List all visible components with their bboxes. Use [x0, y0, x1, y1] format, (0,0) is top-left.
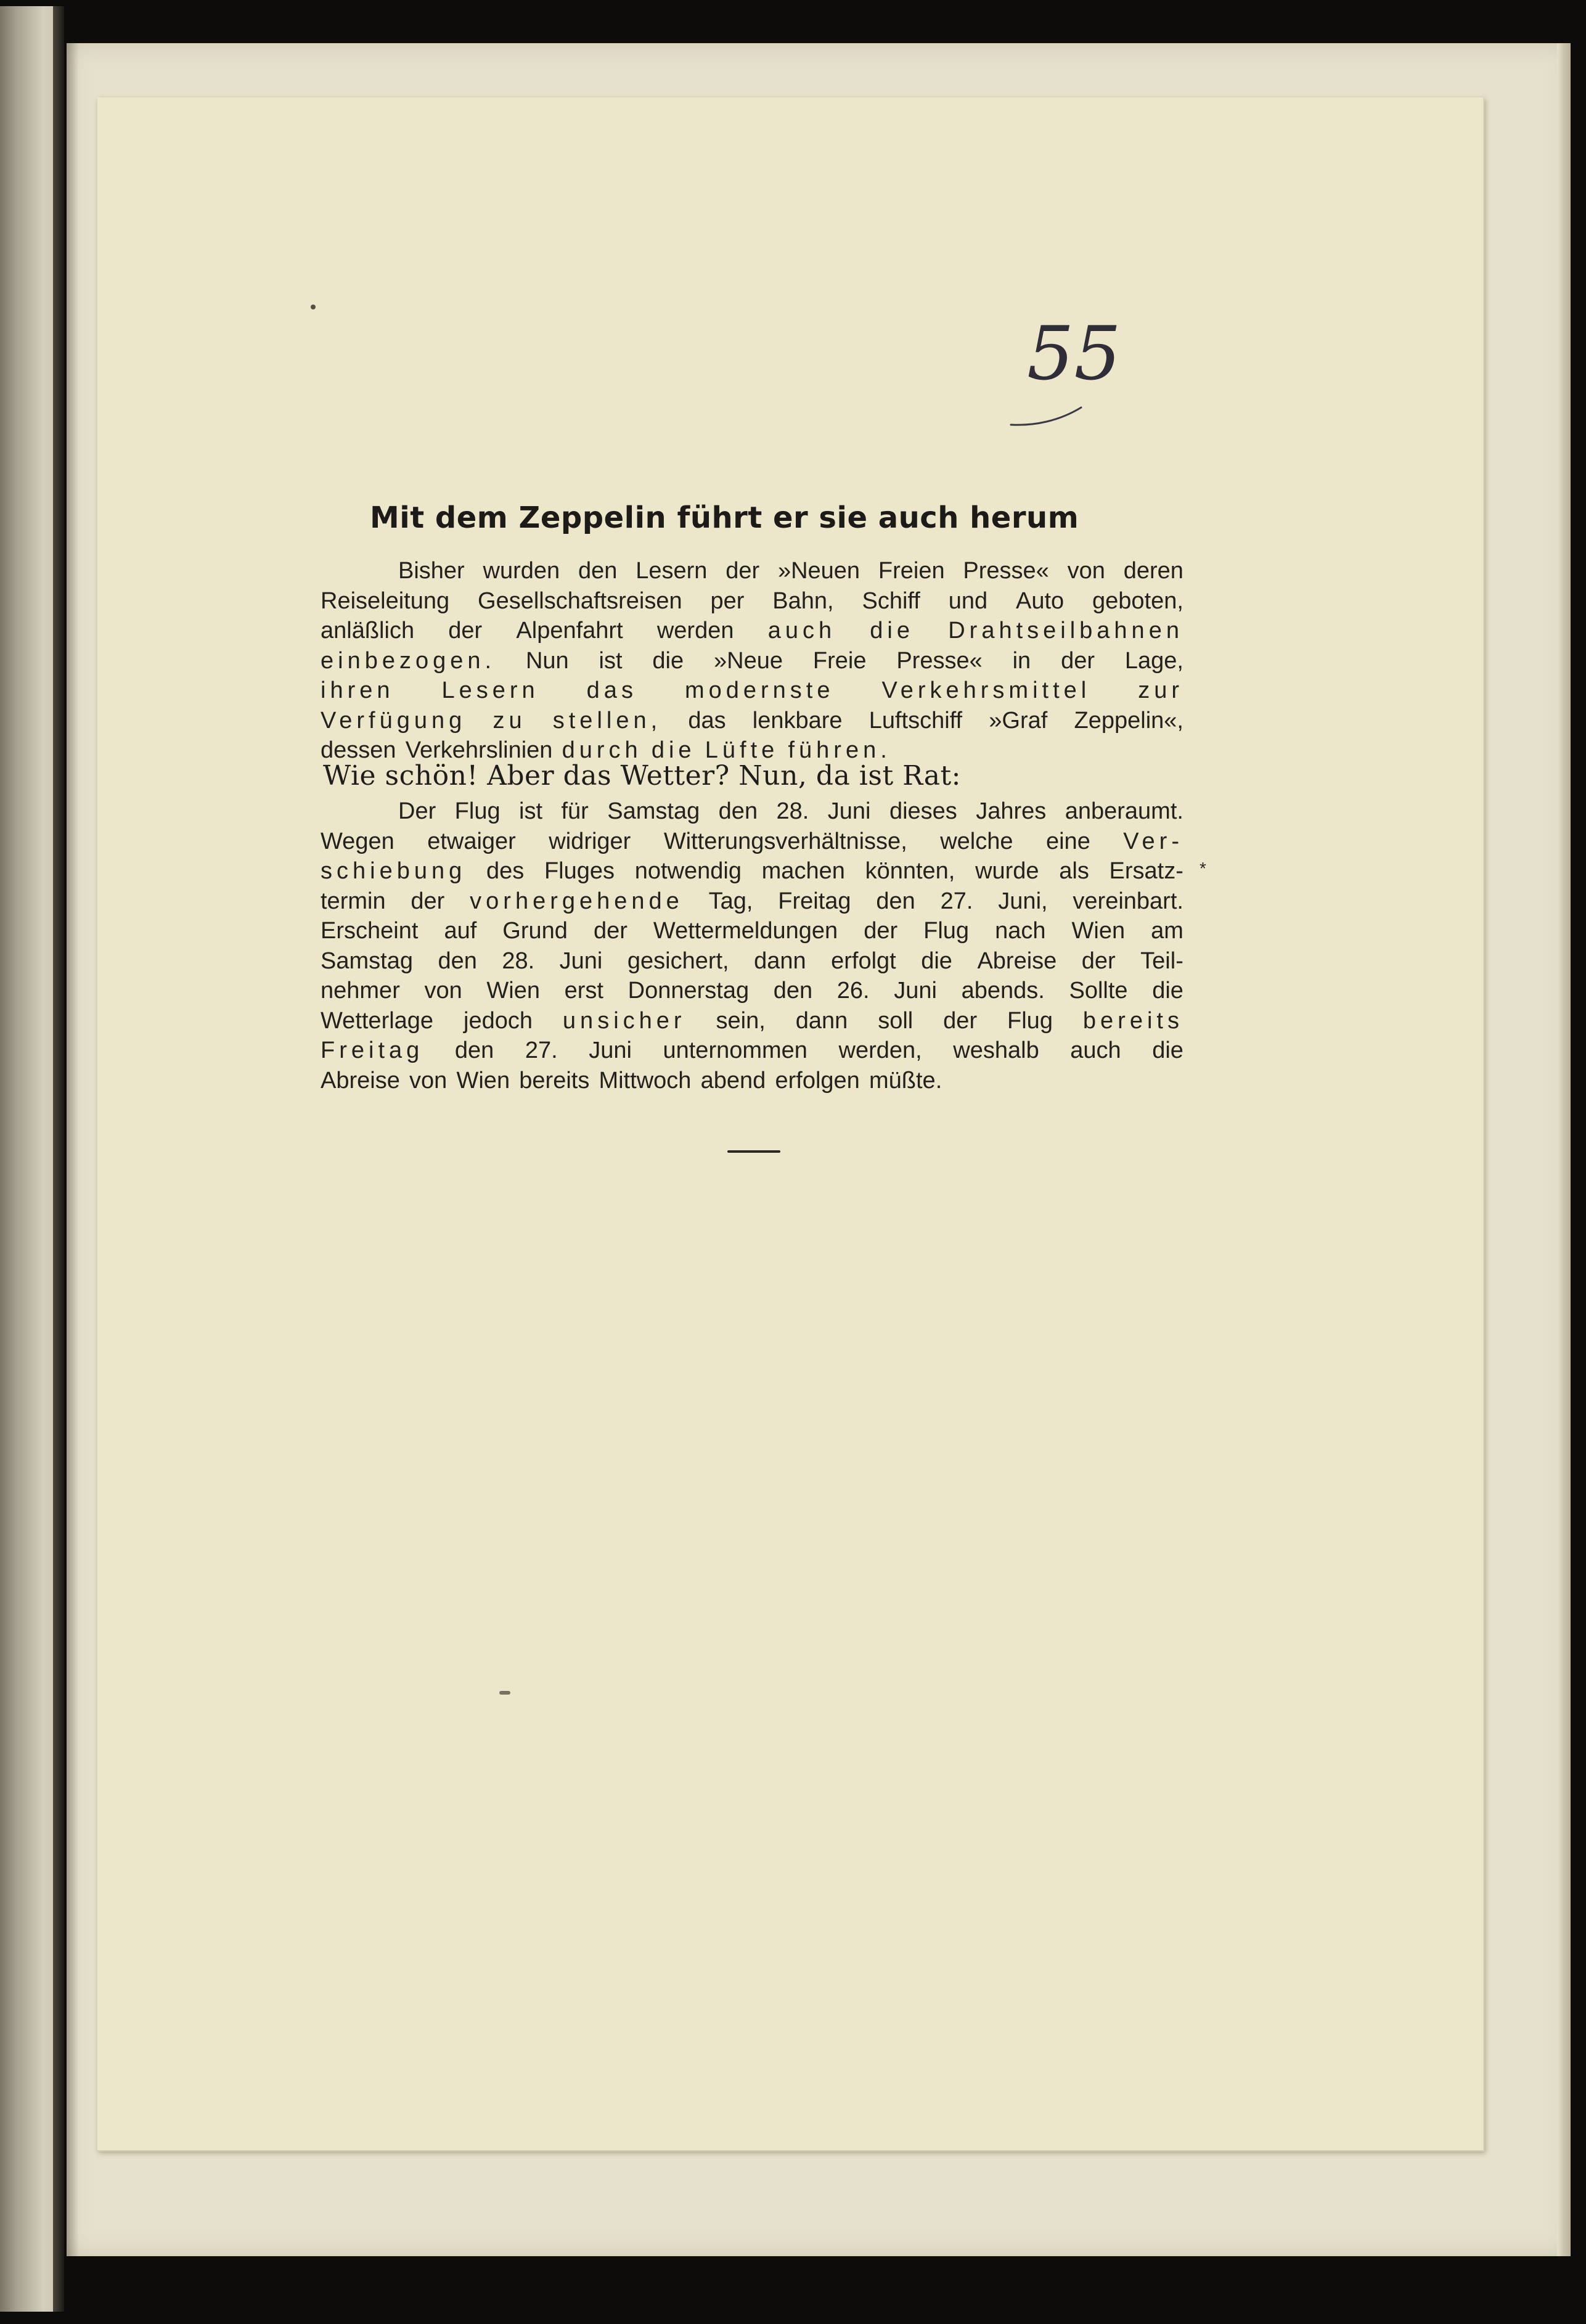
word: Sollte [1069, 978, 1128, 1004]
word: der [411, 888, 445, 914]
text-line [321, 586, 1183, 616]
word: »Neue [714, 647, 783, 674]
word: Abreise [321, 1067, 400, 1094]
word: Schiff [862, 587, 920, 614]
word: zur [1138, 677, 1183, 703]
word: von [1067, 558, 1105, 584]
word: sein, [716, 1007, 766, 1034]
handwritten-underline [1010, 404, 1082, 428]
text-line [321, 676, 1183, 706]
word: die [1152, 1037, 1183, 1063]
word: Wien [1071, 918, 1126, 944]
text-line [321, 796, 1183, 827]
word: der [593, 918, 627, 944]
margin-mark: * [1200, 859, 1206, 878]
word: 28. [502, 947, 535, 974]
word: Freien [878, 558, 945, 584]
word: Witterungsverhältnisse, [663, 828, 907, 854]
word: Auto [1015, 587, 1065, 614]
text-line [321, 646, 1183, 676]
word: anberaumt. [1065, 798, 1183, 824]
word: den [876, 888, 915, 914]
word: nehmer [321, 978, 400, 1004]
word: der [726, 558, 760, 584]
word: das [688, 707, 726, 734]
text-line [321, 916, 1183, 946]
text-line [321, 856, 1183, 886]
word: Lesern [636, 558, 708, 584]
word: Erscheint [321, 918, 419, 944]
ink-dot [311, 305, 316, 309]
word: von [424, 978, 462, 1004]
word: widriger [549, 828, 631, 854]
text-line [321, 556, 1183, 586]
word: abend [700, 1067, 766, 1094]
word: Presse« [963, 558, 1049, 584]
word: modernste [684, 677, 835, 703]
stray-mark [499, 1691, 510, 1695]
word: führen. [788, 737, 891, 763]
word: dann [795, 1007, 848, 1034]
word: Freie [812, 647, 867, 674]
text-line [321, 1036, 1183, 1066]
word: Wien [486, 978, 540, 1004]
word: das [586, 677, 637, 703]
text-line [321, 616, 1183, 646]
word: Der [398, 798, 436, 824]
text-line [321, 976, 1183, 1006]
word: der [448, 618, 483, 644]
word: Samstag [321, 947, 413, 974]
word: Lage, [1124, 647, 1183, 674]
handwritten-number: 55 [1027, 311, 1121, 397]
word: erst [564, 978, 603, 1004]
word: einbezogen. [321, 647, 496, 674]
word: auch [1070, 1037, 1121, 1063]
word: Lesern [441, 677, 539, 703]
word: Juni, [998, 888, 1048, 914]
word: Gesellschaftsreisen [478, 587, 682, 614]
word: »Graf [989, 707, 1048, 734]
text-line [321, 1066, 1183, 1096]
word: Grund [502, 918, 568, 944]
album-binding-edge [53, 6, 64, 2312]
word: Teil- [1140, 947, 1183, 974]
word: in [1012, 647, 1031, 674]
word: Wegen [321, 828, 394, 854]
word: wurde [975, 858, 1039, 884]
text-line [321, 827, 1183, 857]
word: bereits [1082, 1007, 1183, 1034]
word: Freitag [321, 1037, 424, 1063]
word: vereinbart. [1073, 888, 1183, 914]
word: 28. [776, 798, 809, 824]
word: den [438, 947, 477, 974]
word: Juni [589, 1037, 632, 1063]
word: deren [1123, 558, 1183, 584]
word: erfolgen [775, 1067, 860, 1094]
word: der [1061, 647, 1095, 674]
word: Bahn, [772, 587, 834, 614]
word: Nun [525, 647, 569, 674]
word: Freitag [778, 888, 851, 914]
end-dash [727, 1150, 780, 1153]
word: welche [940, 828, 1013, 854]
word: Donnerstag [627, 978, 750, 1004]
word: Presse« [896, 647, 983, 674]
word: werden, [838, 1037, 922, 1063]
word: Juni [827, 798, 871, 824]
word: Verkehrslinien [405, 737, 553, 763]
word: per [710, 587, 745, 614]
word: werden [656, 618, 734, 644]
word: soll [878, 1007, 914, 1034]
subheading: Wie schön! Aber das Wetter? Nun, da ist Rat: [323, 760, 961, 792]
word: 27. [525, 1037, 558, 1063]
word: der [943, 1007, 978, 1034]
word: Verfügung [321, 707, 467, 734]
word: Flug [454, 798, 501, 824]
word: unsicher [562, 1007, 686, 1034]
word: dann [754, 947, 806, 974]
word: Ersatz- [1109, 858, 1183, 884]
word: zu [493, 707, 526, 734]
word: stellen, [552, 707, 662, 734]
word: Wettermeldungen [653, 918, 838, 944]
text-line [321, 946, 1183, 976]
word: bereits [519, 1067, 590, 1094]
word: Lüfte [705, 737, 779, 763]
word: wurden [483, 558, 560, 584]
word: von [409, 1067, 448, 1094]
word: termin [321, 888, 386, 914]
word: ihren [321, 677, 394, 703]
word: jedoch [464, 1007, 533, 1034]
word: des [486, 858, 525, 884]
word: Tag, [708, 888, 753, 914]
word: auch [767, 618, 836, 644]
word: weshalb [953, 1037, 1039, 1063]
word: Ver- [1123, 828, 1183, 854]
word: schiebung [321, 858, 467, 884]
word: ist [519, 798, 543, 824]
word: die [921, 947, 952, 974]
word: die [870, 618, 915, 644]
word: durch [562, 737, 642, 763]
word: 27. [940, 888, 973, 914]
word: und [948, 587, 988, 614]
word: 26. [836, 978, 870, 1004]
word: Juni [894, 978, 937, 1004]
word: abends. [961, 978, 1045, 1004]
word: gesichert, [627, 947, 729, 974]
word: unternommen [663, 1037, 807, 1063]
word: Reiseleitung [321, 587, 450, 614]
word: Bisher [398, 558, 465, 584]
word: Wetterlage [321, 1007, 434, 1034]
word: den [454, 1037, 494, 1063]
word: erfolgt [831, 947, 896, 974]
word: Flug [1007, 1007, 1053, 1034]
word: Drahtseilbahnen [948, 618, 1183, 644]
word: ist [599, 647, 623, 674]
mounted-document [97, 97, 1484, 2151]
word: anläßlich [321, 618, 415, 644]
word: der [1081, 947, 1116, 974]
left-album-page [0, 6, 62, 2312]
article-title: Mit dem Zeppelin führt er sie auch herum [370, 501, 1079, 535]
word: lenkbare [752, 707, 843, 734]
text-line [321, 886, 1183, 917]
word: der [864, 918, 898, 944]
word: geboten, [1092, 587, 1183, 614]
word: Mittwoch [599, 1067, 692, 1094]
word: »Neuen [777, 558, 860, 584]
paragraph-flight-details [321, 796, 1183, 1095]
word: die [1152, 978, 1183, 1004]
word: für [561, 798, 589, 824]
word: Fluges [544, 858, 615, 884]
word: könnten, [865, 858, 955, 884]
paragraph-intro [321, 556, 1183, 766]
word: Flug [923, 918, 970, 944]
word: Alpenfahrt [516, 618, 623, 644]
word: die [651, 737, 696, 763]
word: Juni [559, 947, 603, 974]
word: als [1059, 858, 1089, 884]
word: den [773, 978, 813, 1004]
word: müßte. [869, 1067, 942, 1094]
word: Verkehrsmittel [881, 677, 1091, 703]
word: am [1151, 918, 1183, 944]
word: den [578, 558, 618, 584]
word: Wien [456, 1067, 510, 1094]
word: vorhergehende [470, 888, 684, 914]
text-line [321, 706, 1183, 736]
word: machen [761, 858, 845, 884]
word: etwaiger [427, 828, 516, 854]
word: eine [1045, 828, 1090, 854]
text-line [321, 1006, 1183, 1036]
word: die [652, 647, 684, 674]
word: Abreise [977, 947, 1057, 974]
word: notwendig [634, 858, 742, 884]
word: Samstag [607, 798, 700, 824]
word: nach [995, 918, 1046, 944]
word: Zeppelin«, [1074, 707, 1183, 734]
word: den [718, 798, 758, 824]
word: Jahres [976, 798, 1047, 824]
word: dessen [321, 737, 396, 763]
word: Luftschiff [869, 707, 963, 734]
word: auf [444, 918, 477, 944]
word: dieses [889, 798, 957, 824]
album-sheet-edge [1557, 43, 1571, 2256]
